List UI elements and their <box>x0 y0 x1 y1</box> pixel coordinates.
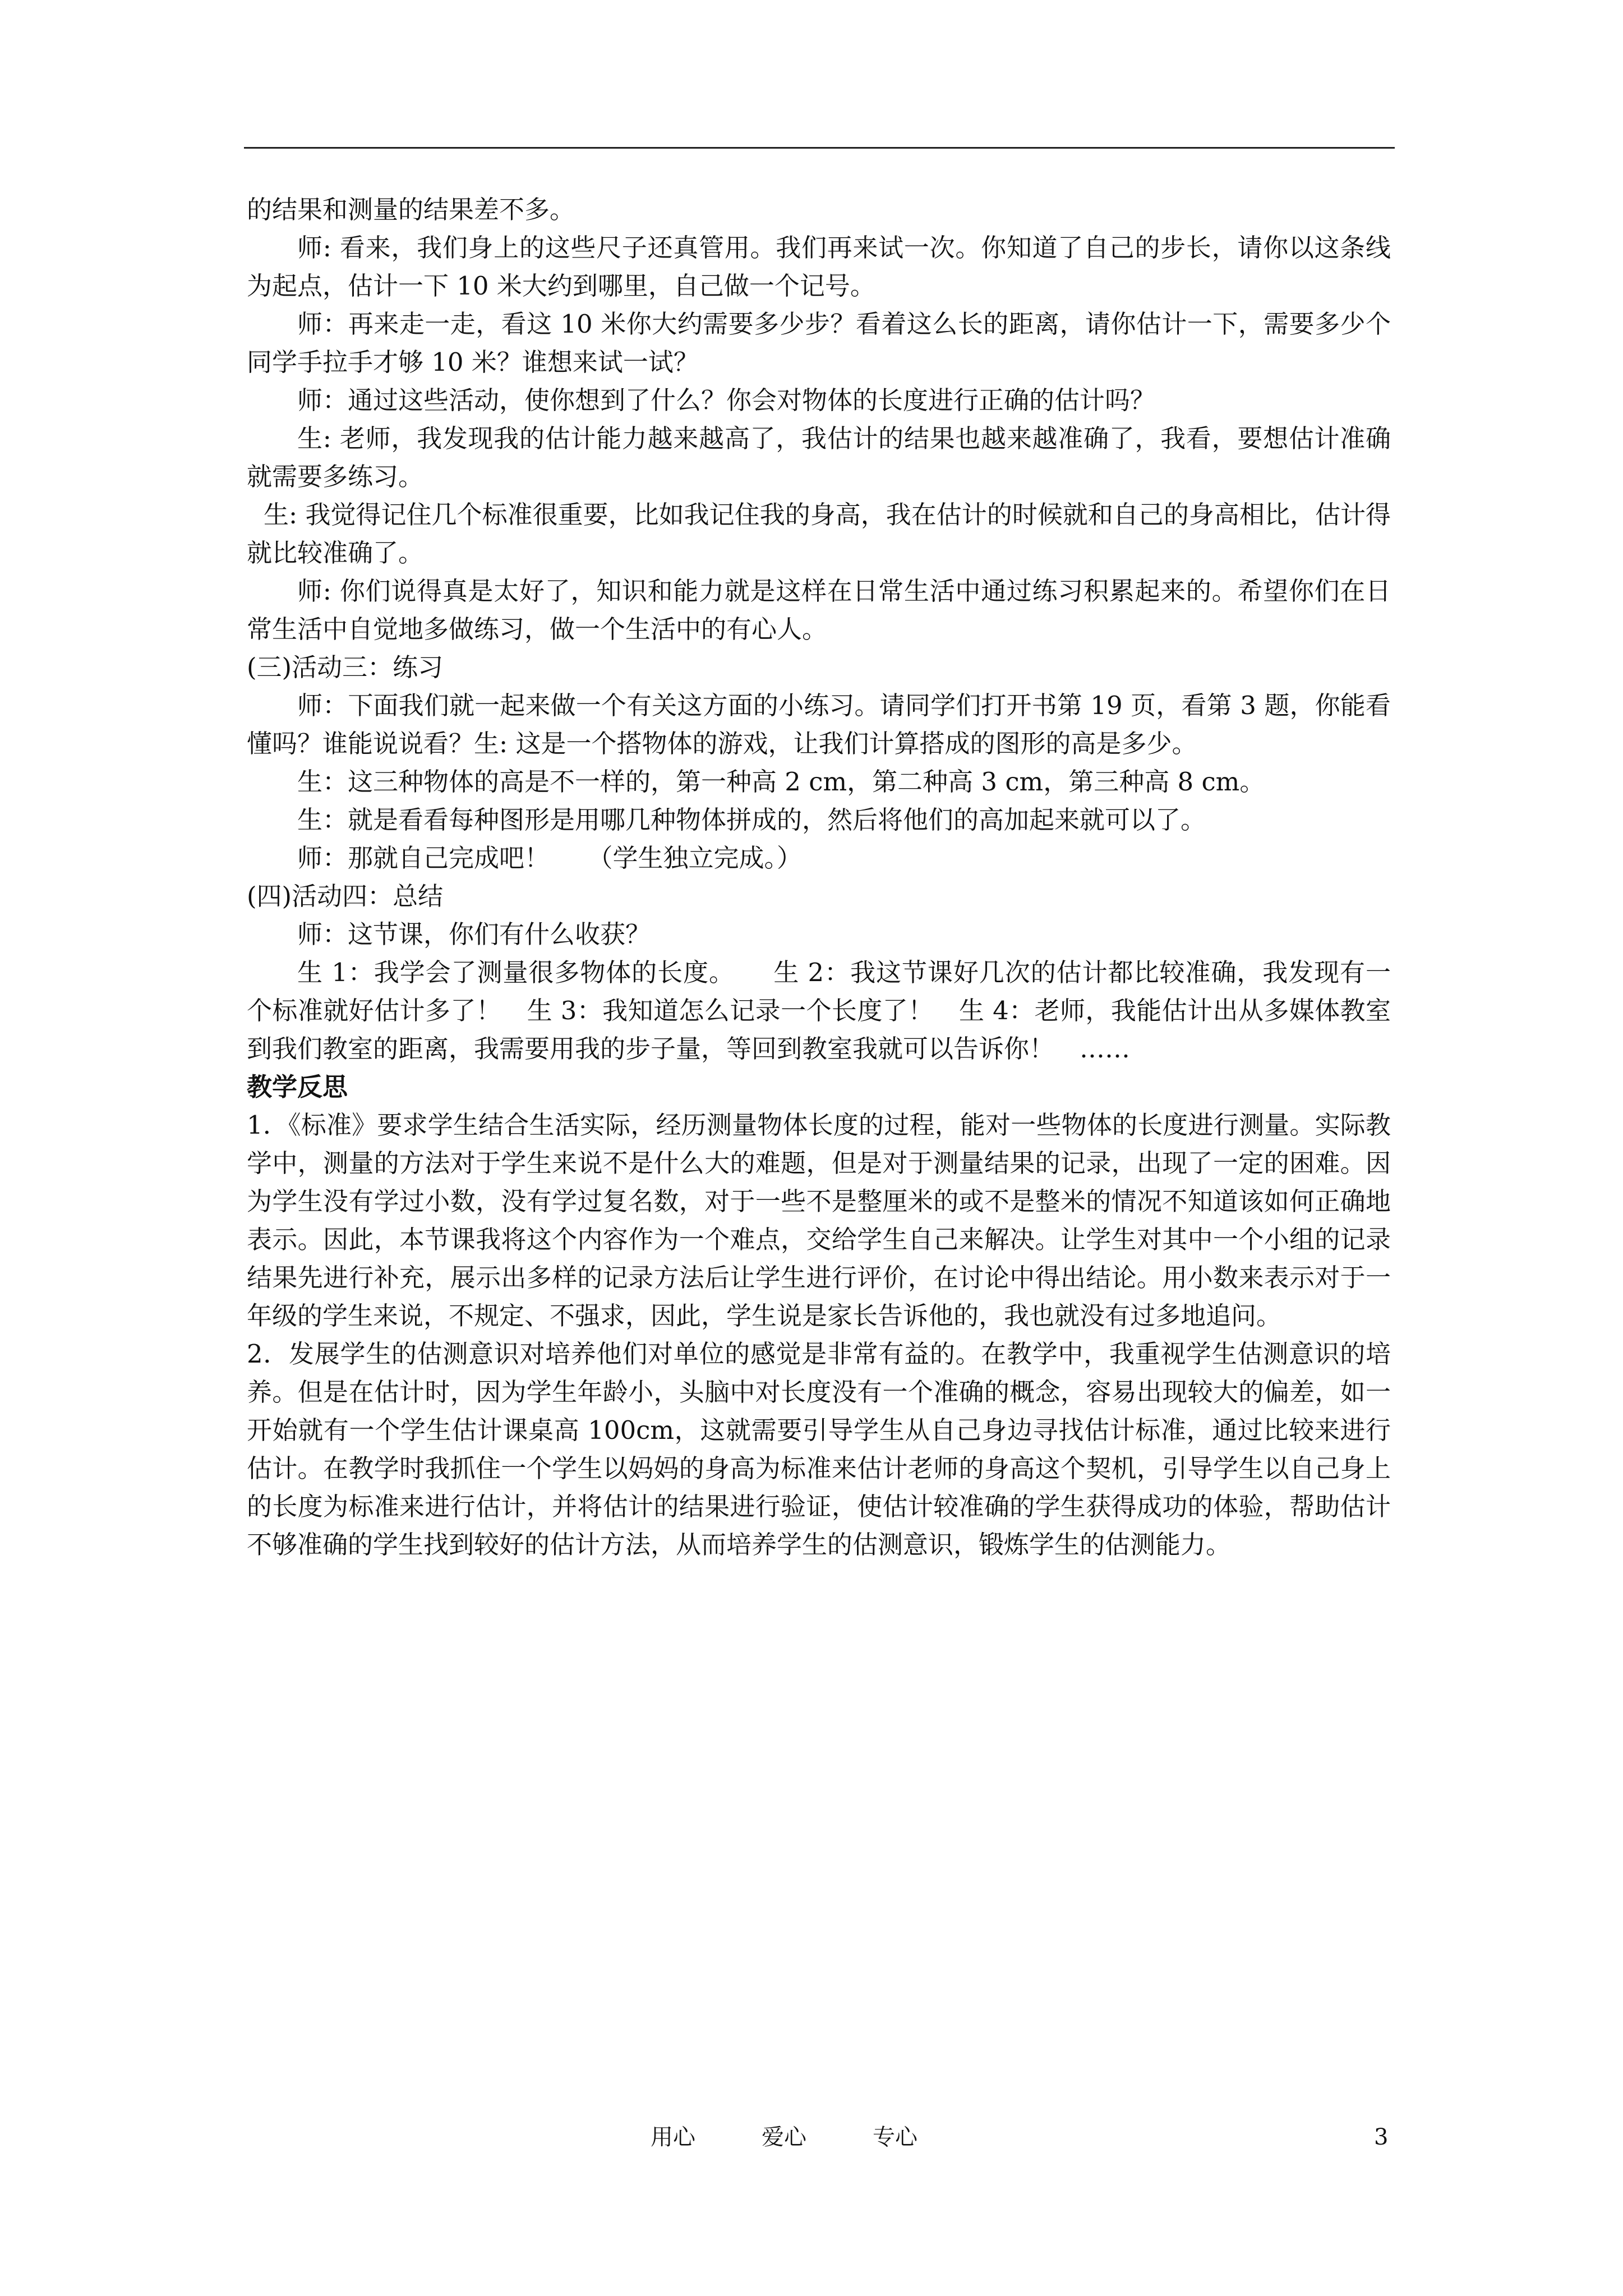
paragraph: 师: 你们说得真是太好了，知识和能力就是这样在日常生活中通过练习积累起来的。希望你们在日常生活中自觉地多做练习，做一个生活中的有心人。 <box>247 576 1391 644</box>
footer-motto: 专心 <box>873 2124 917 2150</box>
page-footer <box>0 2120 1623 2154</box>
paragraph: 生: 我觉得记住几个标准很重要，比如我记住我的身高，我在估计的时候就和自己的身高相比，估计得就比较准确了。 <box>247 500 1391 568</box>
reflection-item-2: 2．发展学生的估测意识对培养他们对单位的感觉是非常有益的。在教学中，我重视学生估测意识的培养。但是在估计时，因为学生年龄小，头脑中对长度没有一个准确的概念，容易出现较大的偏差，如一开始就有一个学生估计课桌高 100cm，这就需要引导学生从自己身边寻找估计标准，通过比较来进行估计。在教学时我抓住一个学生以妈妈的身高为标准来估计老师的身高这个契机，引导学生以自己身上的长度为标准来进行估计，并将估计的结果进行验证，使估计较准确的学生获得成功的体验，帮助估计不够准确的学生找到较好的估计方法，从而培养学生的估测意识，锻炼学生的估测能力。 <box>247 1339 1391 1559</box>
footer-motto: 爱心 <box>762 2124 806 2150</box>
paragraph: 师：那就自己完成吧！ （学生独立完成。） <box>297 843 803 873</box>
paragraph: 生: 老师，我发现我的估计能力越来越高了，我估计的结果也越来越准确了，我看，要想估计准确就需要多练习。 <box>247 424 1391 491</box>
paragraph: 生：就是看看每种图形是用哪几种物体拼成的，然后将他们的高加起来就可以了。 <box>297 805 1206 835</box>
section-heading-activity-3: (三)活动三：练习 <box>247 652 444 682</box>
paragraph: 生 1：我学会了测量很多物体的长度。 生 2：我这节课好几次的估计都比较准确，我发现有一个标准就好估计多了！ 生 3：我知道怎么记录一个长度了！ 生 4：老师，我能估计出从多媒体教室到我们教室的距离，我需要用我的步子量，等回到教室我就可以告诉你！ …… <box>247 958 1391 1064</box>
reflection-item-1: 1．《标准》要求学生结合生活实际，经历测量物体长度的过程，能对一些物体的长度进行测量。实际教学中，测量的方法对于学生来说不是什么大的难题，但是对于测量结果的记录，出现了一定的困难。因为学生没有学过小数，没有学过复名数，对于一些不是整厘米的或不是整米的情况不知道该如何正确地表示。因此，本节课我将这个内容作为一个难点，交给学生自己来解决。让学生对其中一个小组的记录结果先进行补充，展示出多样的记录方法后让学生进行评价，在讨论中得出结论。用小数来表示对于一年级的学生来说，不规定、不强求，因此，学生说是家长告诉他的，我也就没有过多地追问。 <box>247 1110 1391 1331</box>
paragraph: 的结果和测量的结果差不多。 <box>247 195 575 224</box>
page-number: 3 <box>1374 2124 1389 2150</box>
paragraph: 师: 看来，我们身上的这些尺子还真管用。我们再来试一次。你知道了自己的步长，请你以这条线为起点，估计一下 10 米大约到哪里，自己做一个记号。 <box>247 233 1391 301</box>
paragraph: 师：通过这些活动，使你想到了什么？你会对物体的长度进行正确的估计吗？ <box>297 385 1156 415</box>
paragraph: 师：这节课，你们有什么收获？ <box>297 919 651 949</box>
footer-mottos <box>651 2120 984 2154</box>
footer-motto: 用心 <box>651 2124 695 2150</box>
header-rule <box>244 147 1395 149</box>
paragraph: 生：这三种物体的高是不一样的，第一种高 2 cm，第二种高 3 cm，第三种高 8 cm。 <box>297 767 1265 797</box>
section-heading-activity-4: (四)活动四：总结 <box>247 881 444 911</box>
paragraph: 师：再来走一走，看这 10 米你大约需要多少步？看着这么长的距离，请你估计一下，需要多少个同学手拉手才够 10 米？谁想来试一试？ <box>247 309 1391 377</box>
reflection-heading: 教学反思 <box>247 1072 348 1102</box>
paragraph: 师：下面我们就一起来做一个有关这方面的小练习。请同学们打开书第 19 页，看第 3 题，你能看懂吗？谁能说说看？生: 这是一个搭物体的游戏，让我们计算搭成的图形的高是多少。 <box>247 691 1391 758</box>
document-body <box>247 191 1391 1564</box>
